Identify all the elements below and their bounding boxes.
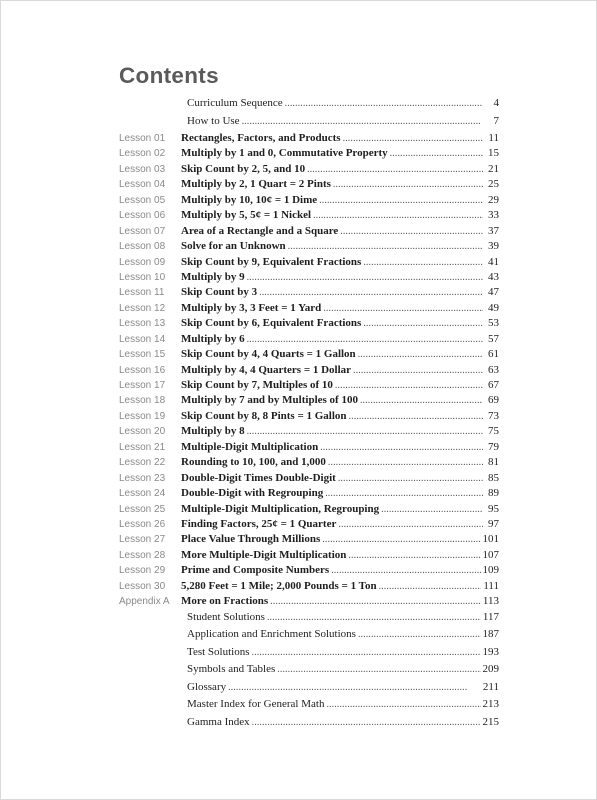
dot-leader <box>285 98 483 109</box>
toc-entry-label: Lesson 20 <box>119 426 166 438</box>
table-of-contents <box>119 97 499 733</box>
toc-entry-title: Multiply by 2, 1 Quart = 2 Pints <box>181 178 331 191</box>
toc-entry-title: Multiply by 1 and 0, Commutative Property <box>181 147 388 160</box>
toc-entry-label: Lesson 14 <box>119 333 166 345</box>
toc-entry-title: Student Solutions <box>187 610 265 623</box>
toc-entry-title: Application and Enrichment Solutions <box>187 628 356 641</box>
toc-entry <box>119 410 499 425</box>
toc-entry-label: Lesson 10 <box>119 271 166 283</box>
toc-entry-label: Lesson 15 <box>119 349 166 361</box>
toc-entry-page-number: 41 <box>488 255 499 268</box>
toc-entry <box>119 595 499 610</box>
dot-leader <box>277 664 480 675</box>
toc-entry-title: Area of a Rectangle and a Square <box>181 224 339 237</box>
toc-entry-page-number: 75 <box>488 425 499 438</box>
toc-entry-page-number: 57 <box>488 332 499 345</box>
toc-entry-title: Skip Count by 3 <box>181 286 258 299</box>
toc-entry-label: Lesson 16 <box>119 364 166 376</box>
toc-entry-title: Multiply by 10, 10¢ = 1 Dime <box>181 193 318 206</box>
toc-entry-title: Double-Digit with Regrouping <box>181 487 324 500</box>
toc-entry-title: More Multiple-Digit Multiplication <box>181 548 347 561</box>
toc-entry-title: Skip Count by 8, 8 Pints = 1 Gallon <box>181 409 347 422</box>
toc-entry <box>119 549 499 564</box>
toc-entry-page-number: 63 <box>488 363 499 376</box>
toc-entry-title: More on Fractions <box>181 595 269 608</box>
toc-entry-title: Skip Count by 2, 5, and 10 <box>181 162 306 175</box>
toc-entry <box>119 487 499 502</box>
toc-entry-page-number: 21 <box>488 162 499 175</box>
toc-entry-title: 5,280 Feet = 1 Mile; 2,000 Pounds = 1 Ton <box>181 579 377 592</box>
toc-entry-title: Multiply by 9 <box>181 270 245 283</box>
toc-entry-label: Lesson 08 <box>119 241 166 253</box>
toc-entry-title: Multiple-Digit Multiplication <box>181 440 319 453</box>
toc-entry <box>119 472 499 487</box>
dot-leader <box>343 133 483 144</box>
toc-entry-page-number: 49 <box>488 301 499 314</box>
toc-entry-title: Multiply by 8 <box>181 425 245 438</box>
toc-entry-label: Lesson 09 <box>119 256 166 268</box>
dot-leader <box>353 365 483 376</box>
toc-entry-title: How to Use <box>187 114 240 127</box>
toc-entry-page-number: 33 <box>488 209 499 222</box>
toc-entry-title: Solve for an Unknown <box>181 240 286 253</box>
toc-entry-label: Lesson 26 <box>119 518 166 530</box>
toc-entry-page-number: 107 <box>482 548 499 561</box>
toc-entry-title: Symbols and Tables <box>187 663 276 676</box>
toc-entry <box>119 178 499 193</box>
dot-leader <box>358 349 483 360</box>
toc-entry <box>119 240 499 255</box>
dot-leader <box>313 210 483 221</box>
dot-leader <box>326 699 480 710</box>
toc-entry-label: Lesson 27 <box>119 534 166 546</box>
dot-leader <box>252 717 481 728</box>
dot-leader <box>307 164 483 175</box>
toc-entry <box>119 716 499 734</box>
toc-entry <box>119 698 499 716</box>
toc-entry-label: Lesson 29 <box>119 565 166 577</box>
dot-leader <box>331 565 480 576</box>
toc-entry <box>119 580 499 595</box>
toc-entry-page-number: 117 <box>482 610 499 623</box>
toc-entry <box>119 97 499 115</box>
toc-entry-page-number: 4 <box>493 97 499 109</box>
toc-entry-label: Lesson 22 <box>119 457 166 469</box>
toc-entry-label: Lesson 21 <box>119 441 166 453</box>
toc-entry <box>119 611 499 629</box>
dot-leader <box>270 596 481 607</box>
dot-leader <box>247 426 483 437</box>
toc-entry-page-number: 81 <box>488 456 499 469</box>
toc-entry <box>119 533 499 548</box>
toc-entry-title: Skip Count by 4, 4 Quarts = 1 Gallon <box>181 348 356 361</box>
toc-entry-title: Multiply by 4, 4 Quarters = 1 Dollar <box>181 363 352 376</box>
toc-entry-title: Curriculum Sequence <box>187 97 283 109</box>
toc-entry <box>119 115 499 133</box>
dot-leader <box>323 303 483 314</box>
dot-leader <box>252 647 481 658</box>
toc-entry <box>119 302 499 317</box>
toc-entry <box>119 271 499 286</box>
toc-entry-label: Lesson 07 <box>119 225 166 237</box>
toc-entry <box>119 333 499 348</box>
toc-entry-label: Lesson 24 <box>119 488 166 500</box>
toc-entry <box>119 394 499 409</box>
toc-entry-title: Glossary <box>187 680 227 693</box>
toc-entry-page-number: 67 <box>488 379 499 391</box>
toc-entry-title: Gamma Index <box>187 715 250 728</box>
toc-entry-page-number: 211 <box>482 680 499 693</box>
dot-leader <box>267 612 481 623</box>
dot-leader <box>335 380 483 391</box>
toc-entry-label: Lesson 01 <box>119 133 166 144</box>
toc-entry-label: Lesson 25 <box>119 503 166 515</box>
toc-entry-label: Lesson 05 <box>119 194 166 206</box>
toc-entry <box>119 364 499 379</box>
toc-entry-label: Lesson 11 <box>119 287 165 299</box>
toc-entry <box>119 256 499 271</box>
toc-entry-label: Lesson 02 <box>119 148 166 160</box>
toc-entry <box>119 628 499 646</box>
toc-entry-page-number: 215 <box>482 715 499 728</box>
toc-entry <box>119 456 499 471</box>
toc-entry <box>119 441 499 456</box>
dot-leader <box>333 179 483 190</box>
dot-leader <box>259 287 483 298</box>
toc-entry-page-number: 97 <box>488 517 499 530</box>
toc-entry <box>119 379 499 394</box>
toc-entry-label: Lesson 28 <box>119 549 166 561</box>
toc-entry-title: Master Index for General Math <box>187 698 325 711</box>
dot-leader <box>320 442 483 453</box>
toc-entry-label: Lesson 23 <box>119 472 166 484</box>
dot-leader <box>349 411 483 422</box>
toc-entry <box>119 225 499 240</box>
toc-entry-page-number: 29 <box>488 193 499 206</box>
toc-entry-page-number: 109 <box>482 564 499 577</box>
toc-entry-page-number: 47 <box>488 286 499 299</box>
dot-leader <box>363 318 483 329</box>
toc-entry-label: Lesson 19 <box>119 410 166 422</box>
dot-leader <box>381 504 483 515</box>
dot-leader <box>242 116 483 127</box>
toc-entry-label: Lesson 13 <box>119 318 166 330</box>
toc-entry <box>119 194 499 209</box>
toc-entry-page-number: 111 <box>483 579 499 592</box>
toc-entry-page-number: 213 <box>482 698 499 711</box>
toc-entry-label: Lesson 30 <box>119 580 166 592</box>
toc-entry-page-number: 89 <box>488 487 499 500</box>
toc-entry-title: Multiply by 6 <box>181 332 245 345</box>
toc-entry-title: Skip Count by 7, Multiples of 10 <box>181 379 333 391</box>
toc-entry-title: Double-Digit Times Double-Digit <box>181 471 336 484</box>
toc-entry-page-number: 187 <box>482 628 499 641</box>
toc-entry-page-number: 7 <box>493 114 499 127</box>
toc-entry-page-number: 25 <box>488 178 499 191</box>
toc-entry-page-number: 85 <box>488 471 499 484</box>
toc-entry-page-number: 53 <box>488 317 499 330</box>
dot-leader <box>390 148 483 159</box>
toc-entry-page-number: 43 <box>488 270 499 283</box>
dot-leader <box>328 457 483 468</box>
toc-entry <box>119 209 499 224</box>
toc-entry-label: Lesson 17 <box>119 380 166 391</box>
toc-entry-page-number: 11 <box>488 132 499 144</box>
toc-entry <box>119 132 499 147</box>
toc-entry-title: Skip Count by 9, Equivalent Fractions <box>181 255 362 268</box>
toc-entry <box>119 503 499 518</box>
toc-entry-page-number: 79 <box>488 440 499 453</box>
toc-entry-title: Rectangles, Factors, and Products <box>181 132 341 144</box>
toc-entry-page-number: 101 <box>482 533 499 546</box>
toc-entry <box>119 317 499 332</box>
dot-leader <box>322 534 480 545</box>
toc-entry-page-number: 69 <box>488 394 499 407</box>
toc-entry-label: Appendix A <box>119 596 170 608</box>
toc-entry <box>119 663 499 681</box>
toc-entry-title: Test Solutions <box>187 645 250 658</box>
toc-entry <box>119 286 499 301</box>
toc-entry-page-number: 61 <box>488 348 499 361</box>
toc-entry-title: Multiply by 7 and by Multiples of 100 <box>181 394 358 407</box>
dot-leader <box>348 550 480 561</box>
toc-entry-label: Lesson 06 <box>119 210 166 222</box>
dot-leader <box>325 488 483 499</box>
toc-entry-page-number: 95 <box>488 502 499 515</box>
toc-entry <box>119 163 499 178</box>
dot-leader <box>288 241 483 252</box>
dot-leader <box>319 195 483 206</box>
toc-entry-label: Lesson 12 <box>119 302 166 314</box>
toc-entry-page-number: 39 <box>488 240 499 253</box>
toc-entry-label: Lesson 03 <box>119 163 166 175</box>
toc-entry <box>119 646 499 664</box>
toc-entry-page-number: 193 <box>482 645 499 658</box>
toc-entry-title: Multiply by 5, 5¢ = 1 Nickel <box>181 209 312 222</box>
toc-entry-title: Multiply by 3, 3 Feet = 1 Yard <box>181 301 322 314</box>
dot-leader <box>358 629 481 640</box>
toc-entry-title: Skip Count by 6, Equivalent Fractions <box>181 317 362 330</box>
toc-entry-label: Lesson 04 <box>119 179 166 191</box>
toc-entry-title: Multiple-Digit Multiplication, Regrouping <box>181 502 380 515</box>
dot-leader <box>338 473 483 484</box>
toc-entry-title: Prime and Composite Numbers <box>181 564 330 577</box>
dot-leader <box>247 272 483 283</box>
toc-entry-title: Finding Factors, 25¢ = 1 Quarter <box>181 517 337 530</box>
dot-leader <box>338 519 483 530</box>
toc-entry-page-number: 209 <box>482 663 499 676</box>
toc-entry-label: Lesson 18 <box>119 395 166 407</box>
toc-entry <box>119 425 499 440</box>
dot-leader <box>360 395 483 406</box>
toc-entry-page-number: 113 <box>482 595 499 608</box>
toc-entry <box>119 564 499 579</box>
toc-entry <box>119 681 499 699</box>
dot-leader <box>228 682 481 693</box>
toc-entry <box>119 518 499 533</box>
toc-entry-page-number: 15 <box>488 147 499 160</box>
dot-leader <box>340 226 483 237</box>
toc-entry <box>119 147 499 162</box>
dot-leader <box>363 257 483 268</box>
toc-entry-page-number: 37 <box>488 224 499 237</box>
dot-leader <box>379 581 482 592</box>
toc-entry-page-number: 73 <box>488 409 499 422</box>
toc-entry <box>119 348 499 363</box>
toc-entry-title: Rounding to 10, 100, and 1,000 <box>181 456 326 469</box>
page-title: Contents <box>119 63 219 88</box>
toc-entry-title: Place Value Through Millions <box>181 533 321 546</box>
dot-leader <box>247 334 483 345</box>
